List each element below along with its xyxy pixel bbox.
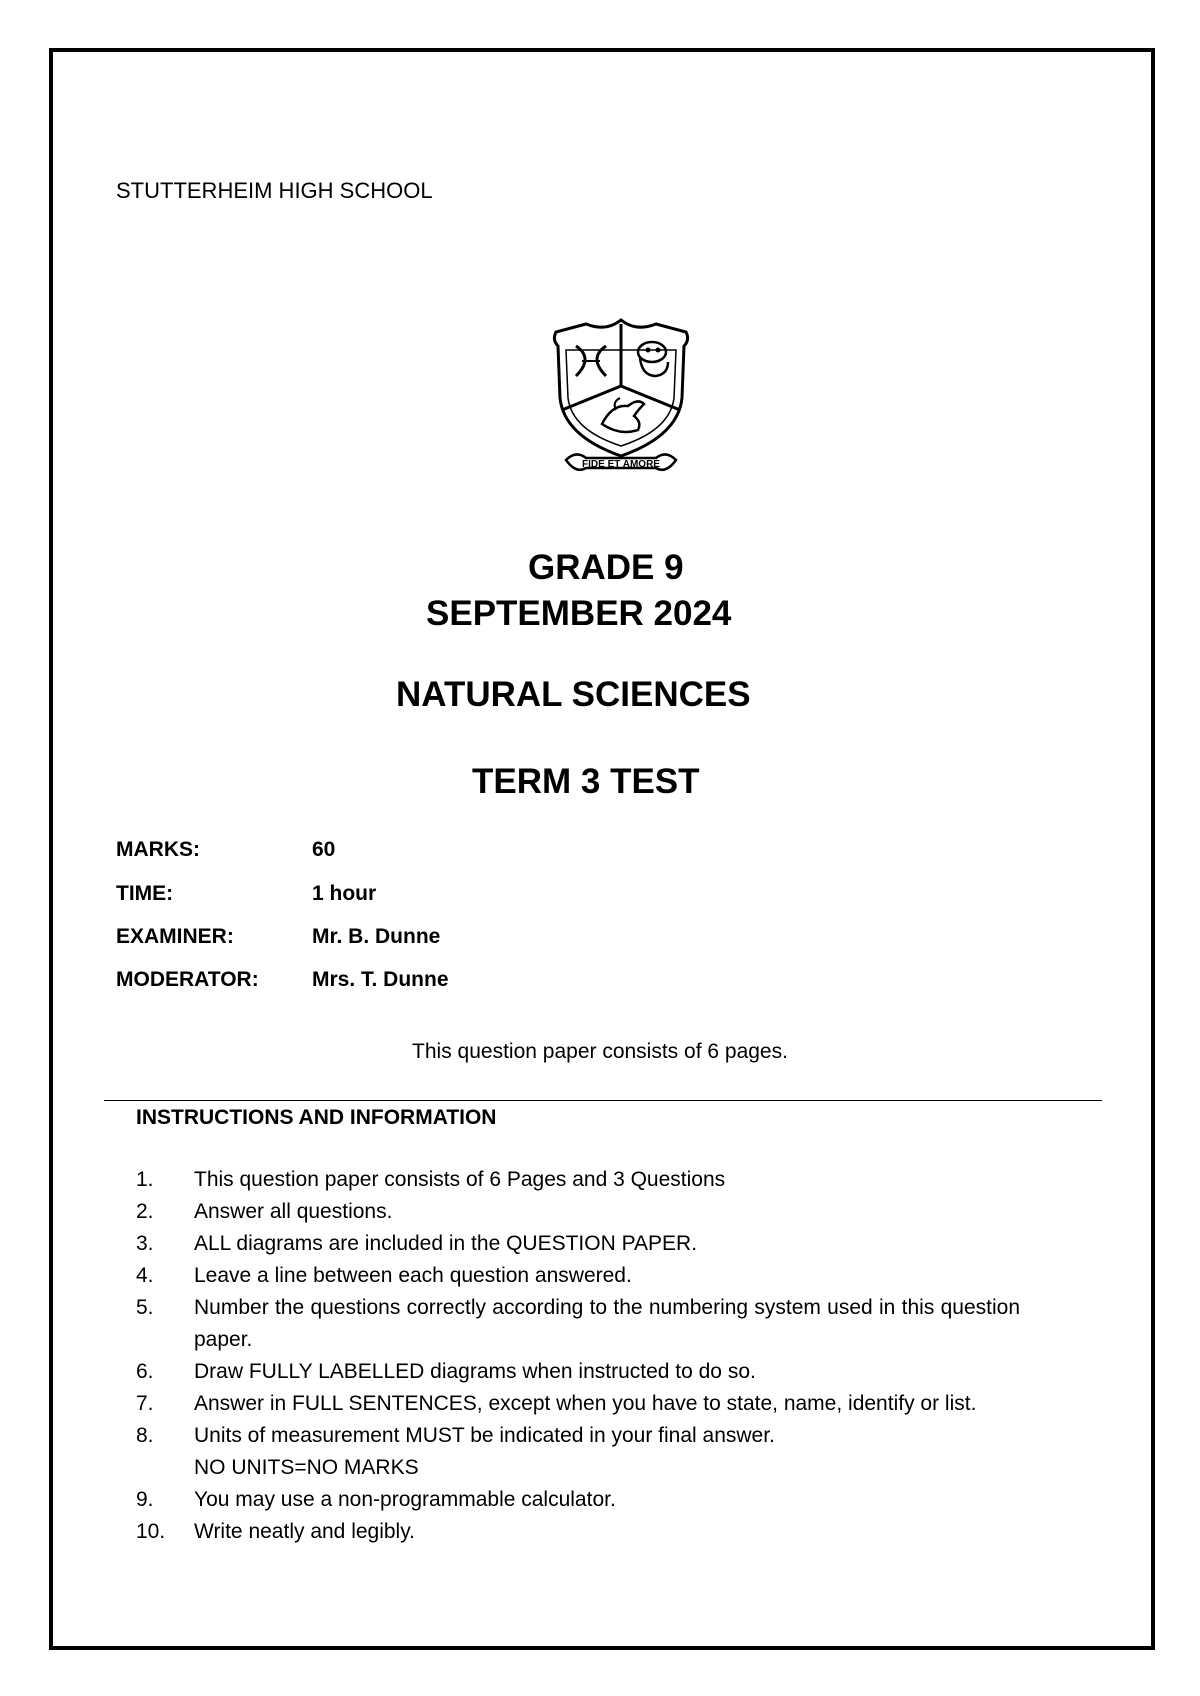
- school-name: STUTTERHEIM HIGH SCHOOL: [116, 178, 433, 203]
- grade-heading: GRADE 9: [528, 548, 684, 587]
- no-units-note: NO UNITS=NO MARKS: [194, 1456, 419, 1479]
- examiner-value: Mr. B. Dunne: [312, 925, 441, 948]
- marks-value: 60: [312, 838, 336, 861]
- divider-line: [104, 1100, 1102, 1101]
- instructions-list: [136, 1164, 1020, 1548]
- date-heading: SEPTEMBER 2024: [426, 594, 732, 633]
- list-item: 10. Write neatly and legibly.: [136, 1520, 416, 1543]
- examiner-row: [116, 925, 440, 949]
- time-row: [116, 882, 376, 906]
- list-item: 3. ALL diagrams are included in the QUESTION PAPER.: [136, 1232, 698, 1255]
- list-item: 4. Leave a line between each question answered.: [136, 1264, 632, 1287]
- crest-motto: FIDE ET AMORE: [582, 459, 660, 470]
- test-heading: TERM 3 TEST: [472, 762, 700, 801]
- marks-label: MARKS:: [116, 838, 200, 861]
- time-value: 1 hour: [312, 882, 377, 905]
- moderator-value: Mrs. T. Dunne: [312, 968, 449, 991]
- list-item: 9. You may use a non-programmable calculator.: [136, 1488, 616, 1511]
- school-crest-logo: [546, 318, 696, 486]
- moderator-label: MODERATOR:: [116, 968, 259, 991]
- exam-title: [0, 548, 1200, 634]
- list-item: 6. Draw FULLY LABELLED diagrams when instructed to do so.: [136, 1360, 756, 1383]
- list-item: 5. Number the questions correctly according to the numbering system used in this question paper.: [136, 1296, 1020, 1351]
- time-label: TIME:: [116, 882, 174, 905]
- list-item: 2. Answer all questions.: [136, 1200, 393, 1223]
- list-item: 1. This question paper consists of 6 Pages and 3 Questions: [136, 1168, 726, 1191]
- marks-row: [116, 838, 335, 862]
- examiner-label: EXAMINER:: [116, 925, 234, 948]
- list-item: 8. Units of measurement MUST be indicated in your final answer. NO UNITS=NO MARKS: [136, 1424, 775, 1479]
- pages-note: This question paper consists of 6 pages.: [412, 1040, 788, 1063]
- instructions-heading: INSTRUCTIONS AND INFORMATION: [136, 1106, 497, 1129]
- subject-heading: NATURAL SCIENCES: [396, 675, 751, 714]
- moderator-row: [116, 968, 449, 992]
- list-item: 7. Answer in FULL SENTENCES, except when you have to state, name, identify or list.: [136, 1392, 977, 1415]
